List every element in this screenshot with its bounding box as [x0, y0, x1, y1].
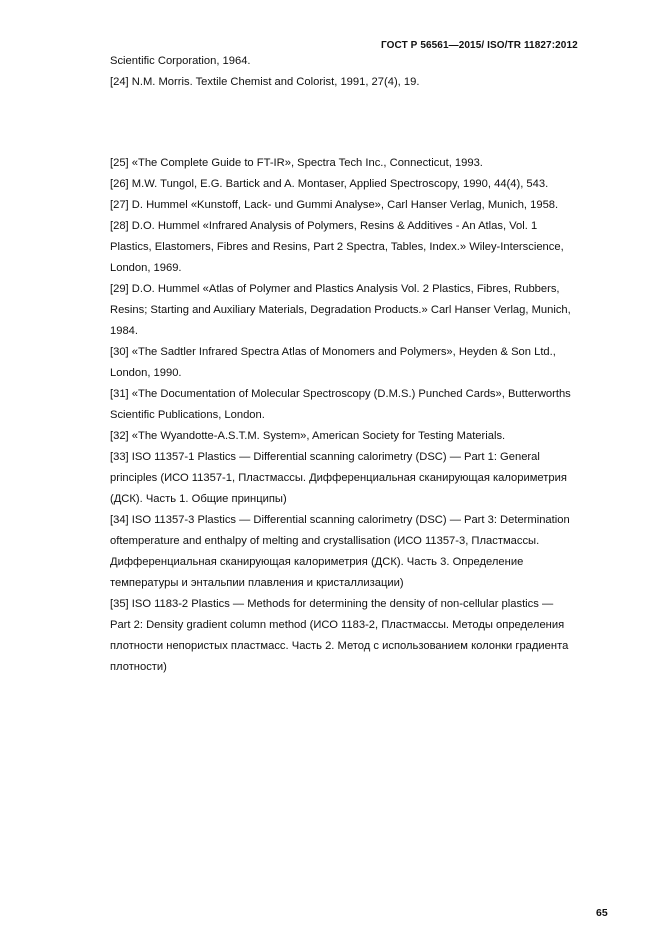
- reference-line: principles (ИСО 11357-1, Пластмассы. Дифференциальная сканирующая калориметрия: [110, 472, 567, 484]
- page-number: 65: [596, 907, 608, 919]
- reference-line: [30] «The Sadtler Infrared Spectra Atlas of Monomers and Polymers», Heyden & Son Ltd.,: [110, 346, 556, 358]
- reference-line: Resins; Starting and Auxiliary Materials, Degradation Products.» Carl Hanser Verlag, Munich,: [110, 304, 571, 316]
- reference-line: Scientific Publications, London.: [110, 409, 265, 421]
- reference-line: [28] D.O. Hummel «Infrared Analysis of Polymers, Resins & Additives - An Atlas, Vol. 1: [110, 220, 538, 232]
- reference-item: [110, 174, 630, 195]
- reference-item: [110, 195, 630, 216]
- reference-item: [110, 216, 630, 279]
- reference-line: [35] ISO 1183-2 Plastics — Methods for determining the density of non-cellular plastics —: [110, 598, 554, 610]
- reference-line: [24] N.M. Morris. Textile Chemist and Colorist, 1991, 27(4), 19.: [110, 76, 420, 88]
- reference-line: плотности непористых пластмасс. Часть 2. Метод с использованием колонки градиента: [110, 640, 569, 652]
- reference-item: [110, 342, 630, 384]
- reference-line: Scientific Corporation, 1964.: [110, 55, 251, 67]
- page-header: ГОСТ Р 56561—2015/ ISO/TR 11827:2012: [381, 40, 578, 51]
- reference-item: [110, 447, 630, 510]
- reference-item: [110, 153, 630, 174]
- reference-line: [29] D.O. Hummel «Atlas of Polymer and Plastics Analysis Vol. 2 Plastics, Fibres, Rubbers,: [110, 283, 560, 295]
- reference-line: Дифференциальная сканирующая калориметрия (ДСК). Часть 3. Определение: [110, 556, 524, 568]
- reference-item: [110, 426, 630, 447]
- reference-line: [31] «The Documentation of Molecular Spectroscopy (D.M.S.) Punched Cards», Butterworths: [110, 388, 571, 400]
- reference-item: [110, 279, 630, 342]
- reference-item: [110, 384, 630, 426]
- reference-line: Part 2: Density gradient column method (ИСО 1183-2, Пластмассы. Методы определения: [110, 619, 565, 631]
- reference-line: oftemperature and enthalpy of melting and crystallisation (ИСО 11357-3, Пластмассы.: [110, 535, 540, 547]
- reference-line: [26] M.W. Tungol, E.G. Bartick and A. Montaser, Applied Spectroscopy, 1990, 44(4), 543.: [110, 178, 549, 190]
- reference-item: [110, 594, 630, 678]
- reference-line: [25] «The Complete Guide to FT-IR», Spectra Tech Inc., Connecticut, 1993.: [110, 157, 483, 169]
- reference-continuation: [110, 51, 630, 93]
- reference-line: [34] ISO 11357-3 Plastics — Differential scanning calorimetry (DSC) — Part 3: Determination: [110, 514, 570, 526]
- reference-list: [110, 153, 630, 678]
- reference-line: [27] D. Hummel «Kunstoff, Lack- und Gummi Analyse», Carl Hanser Verlag, Munich, 1958.: [110, 199, 559, 211]
- reference-line: [33] ISO 11357-1 Plastics — Differential scanning calorimetry (DSC) — Part 1: General: [110, 451, 540, 463]
- reference-line: 1984.: [110, 325, 138, 337]
- reference-line: плотности): [110, 661, 167, 673]
- reference-line: [32] «The Wyandotte-A.S.T.M. System», American Society for Testing Materials.: [110, 430, 506, 442]
- reference-line: (ДСК). Часть 1. Общие принципы): [110, 493, 287, 505]
- reference-line: температуры и энтальпии плавления и кристаллизации): [110, 577, 404, 589]
- reference-line: London, 1969.: [110, 262, 182, 274]
- reference-item: [110, 510, 630, 594]
- reference-line: Plastics, Elastomers, Fibres and Resins, Part 2 Spectra, Tables, Index.» Wiley-Interscience,: [110, 241, 564, 253]
- reference-line: London, 1990.: [110, 367, 182, 379]
